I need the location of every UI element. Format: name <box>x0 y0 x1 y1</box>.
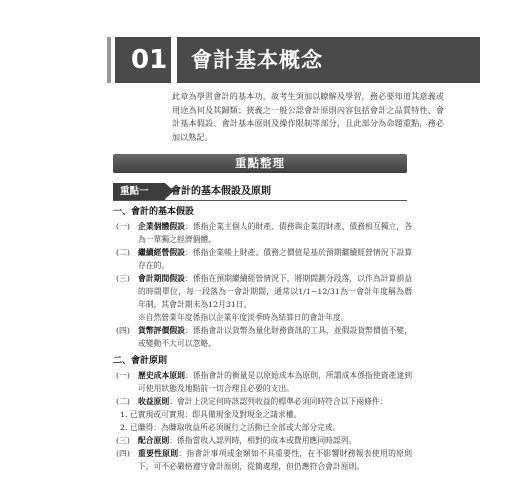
chapter-divider <box>171 37 177 83</box>
list-item <box>116 246 412 272</box>
item-number: (三) <box>116 274 130 283</box>
item-number: (一) <box>116 371 130 380</box>
item-term: 繼續經營假設 <box>138 248 185 257</box>
chapter-header <box>115 37 480 83</box>
banner-title: 重點整理 <box>235 156 285 170</box>
note-text: ※自然營業年度係指以企業年度淡季時為結算日的會計年度。 <box>138 313 349 322</box>
list-item <box>116 369 412 395</box>
key-point-underline <box>113 200 407 201</box>
item-number: (四) <box>116 449 130 458</box>
item-text: ：係指企業帳上財產、債務之價值是基於預期繼續經營情況下設算存在的。 <box>138 248 413 270</box>
item-text: ：係指會計以貨幣為量化財務資訊的工具，並假設貨幣價值不變，或變動不大可以忽略。 <box>138 326 413 348</box>
sub-item: 2. 已賺得：為賺取收益所必須履行之活動已全部或大部分完成。 <box>120 423 341 432</box>
item-number: (二) <box>116 248 130 257</box>
item-number: (一) <box>116 222 130 231</box>
key-point-tag: 重點一 <box>113 183 165 200</box>
item-term: 會計期間假設 <box>138 274 185 283</box>
chapter-intro: 此章為學習會計的基本功，故考生須加以瞭解及學習，務必要知道其意義或用途為何及其歸類；狹義之一般公認會計原則內容包括會計之品質特性、會計基本假設、會計基本原則及操作限制等部分，且此部分為命題重點，務必加以熟記。 <box>172 91 444 142</box>
list-item <box>116 272 412 311</box>
item-term: 配合原則 <box>138 436 170 445</box>
item-number: (四) <box>116 326 130 335</box>
item-term: 歷史成本原則 <box>138 371 185 380</box>
list-item <box>116 324 412 350</box>
key-point-title: 會計的基本假設及原則 <box>171 186 271 197</box>
chapter-number: 01 <box>131 45 168 75</box>
item-text: ：係指會計的衡量是以原始成本為原則，所謂成本係指使資產達到可使用狀態及地點前一切合理且必要的支出。 <box>138 371 413 393</box>
item-term: 貨幣評價假設 <box>138 326 185 335</box>
item-term: 企業個體假設 <box>138 222 185 231</box>
item-text: ：會計上決定何時該認列收益的標準必須同時符合以下兩條件： <box>169 397 388 406</box>
list-item <box>116 220 412 246</box>
item-term: 收益原則 <box>138 397 170 406</box>
list-item <box>116 434 412 447</box>
item-text: ：指會計事項或金額如不具重要性，在不影響財務報表使用的原則下，可不必嚴格遵守會計原則，從簡處理，但仍應符合會計原則。 <box>138 449 413 471</box>
list-item <box>116 395 412 408</box>
item-number: (三) <box>116 436 130 445</box>
item-text: ：係指當收入認列時，相對的成本或費用應同時認列。 <box>169 436 357 445</box>
section-heading-assumptions: 一、會計的基本假設 <box>113 207 195 217</box>
chapter-title: 會計基本概念 <box>191 48 323 72</box>
section-heading-principles: 二、會計原則 <box>113 356 168 366</box>
item-text: ：係指在預期繼續經營情況下，將期間劃分段落，以作為計算損益的時間單位，每一段落為一會計期間，通常以1/1~12/31為一會計年度稱為曆年制，其會計期末為12月31日。 <box>138 274 413 309</box>
item-term: 重要性原則 <box>138 449 179 458</box>
item-text: ：係指企業主個人的財產、債務與企業的財產、債務相互獨立，各為一單獨之經濟個體。 <box>138 222 413 244</box>
sub-item: 1. 已實現或可實現：即具備現金及對現金之請求權。 <box>120 410 302 419</box>
section-banner <box>113 154 407 173</box>
list-item <box>116 447 412 473</box>
chapter-side-mark <box>107 37 111 83</box>
item-number: (二) <box>116 397 130 406</box>
